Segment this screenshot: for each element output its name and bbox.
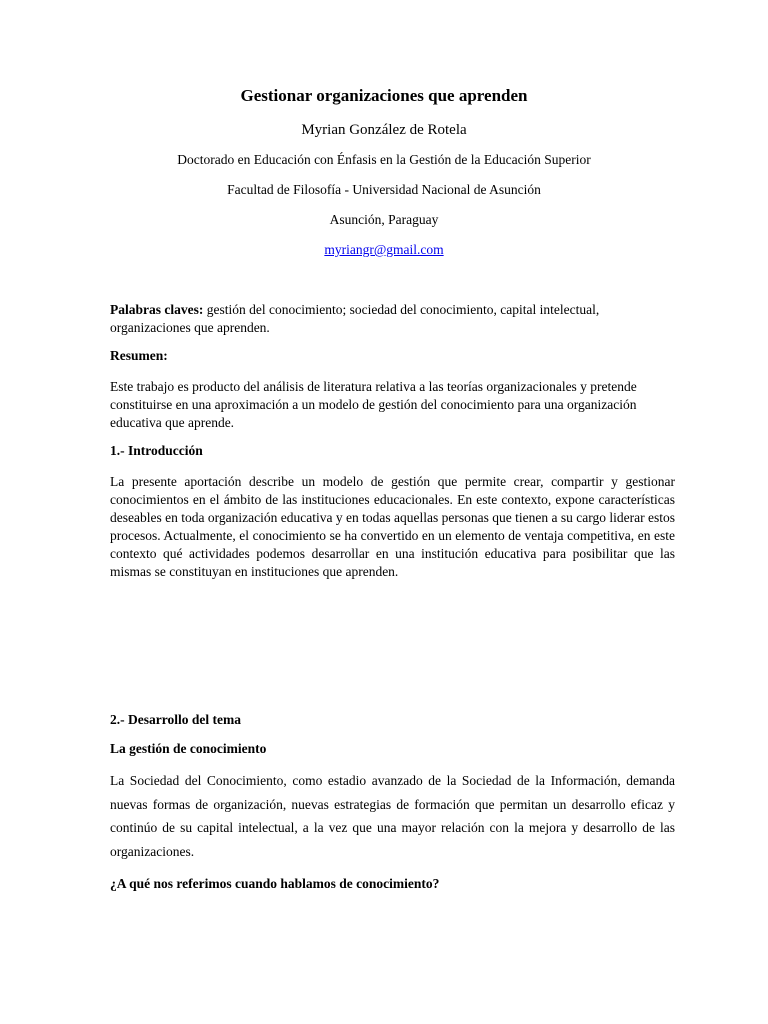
author-faculty: Facultad de Filosofía - Universidad Nacional de Asunción — [227, 182, 541, 197]
keywords-text: gestión del conocimiento; sociedad del conocimiento, capital intelectual, organizaciones que aprenden. — [110, 302, 600, 335]
question-heading: ¿A qué nos referimos cuando hablamos de conocimiento? — [110, 876, 440, 891]
subsection-heading: La gestión de conocimiento — [110, 741, 267, 756]
section1-heading: 1.- Introducción — [110, 443, 203, 458]
author-degree: Doctorado en Educación con Énfasis en la Gestión de la Educación Superior — [177, 152, 591, 167]
author-name: Myrian González de Rotela — [301, 122, 467, 138]
section1-paragraph: La presente aportación describe un modelo de gestión que permite crear, compartir y gestionar conocimientos en el ámbito de las instituciones educacionales. En este contexto, expone características deseables en toda organización educativa y en todas aquellas personas que tienen a su cargo liderar estos procesos. Actualmente, el conocimiento se ha convertido en un elemento de ventaja competitiva, en este contexto qué actividades podemos desarrollar en una institución educativa para posibilitar que las mismas se constituyan en instituciones que aprenden. — [110, 474, 675, 579]
author-location: Asunción, Paraguay — [329, 212, 439, 227]
subsection-paragraph: La Sociedad del Conocimiento, como estadio avanzado de la Sociedad de la Información, demanda nuevas formas de organización, nuevas estrategias de formación que permitan un desarrollo eficaz y continúo de su capital intelectual, a la vez que una mayor relación con la mejora y desarrollo de las organizaciones. — [110, 773, 675, 859]
paper-title: Gestionar organizaciones que aprenden — [240, 86, 528, 105]
summary-paragraph: Este trabajo es producto del análisis de literatura relativa a las teorías organizacionales y pretende constituirse en una aproximación a un modelo de gestión del conocimiento para una organización educativa que aprende. — [110, 379, 637, 430]
author-email-link[interactable]: myriangr@gmail.com — [324, 242, 444, 257]
keywords-label: Palabras claves: — [110, 302, 204, 317]
keywords-paragraph — [110, 301, 675, 337]
summary-heading: Resumen: — [110, 348, 168, 363]
section2-heading: 2.- Desarrollo del tema — [110, 712, 241, 727]
